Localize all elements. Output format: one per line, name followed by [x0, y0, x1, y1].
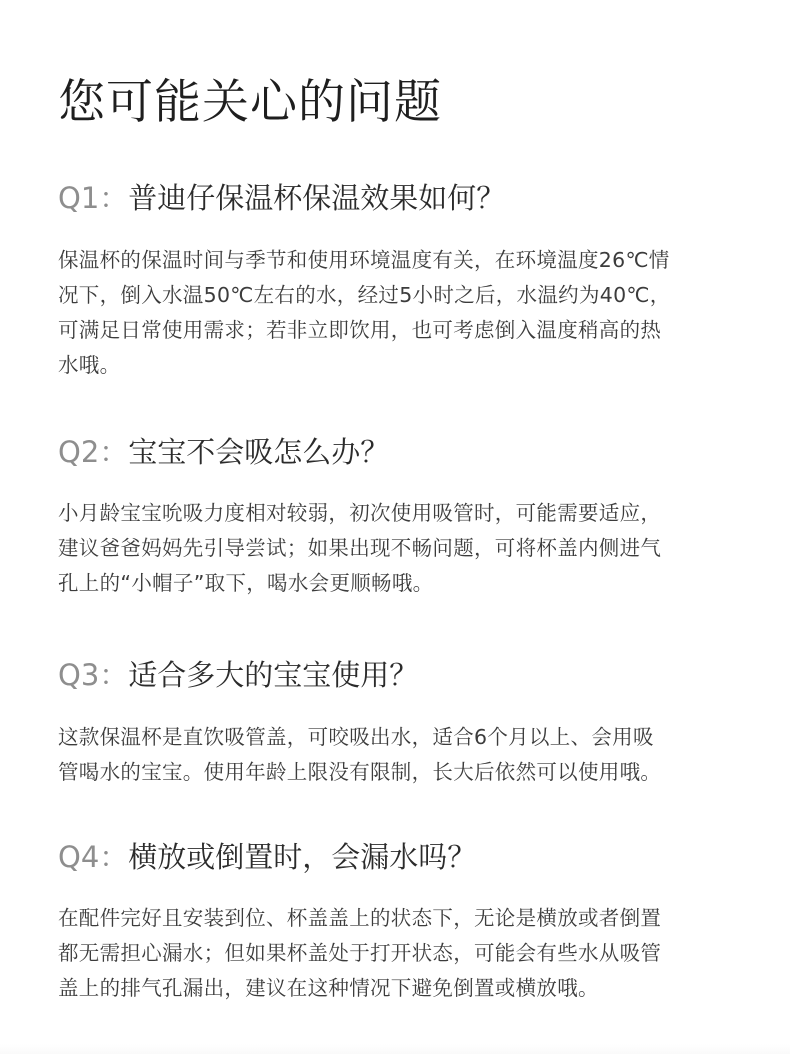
answer-line: 孔上的“小帽子”取下，喝水会更顺畅哦。	[58, 571, 434, 595]
page-title: 您可能关心的问题	[58, 75, 442, 130]
answer-line: 这款保温杯是直饮吸管盖，可咬吸出水，适合6个月以上、会用吸	[58, 725, 654, 749]
faq-answer-1	[58, 243, 738, 383]
faq-question-4	[58, 837, 476, 877]
answer-line: 保温杯的保温时间与季节和使用环境温度有关，在环境温度26℃情	[58, 248, 670, 272]
answer-line: 在配件完好且安装到位、杯盖盖上的状态下，无论是横放或者倒置	[58, 906, 662, 930]
question-label: Q4：	[58, 840, 129, 874]
answer-line: 都无需担心漏水；但如果杯盖处于打开状态，可能会有些水从吸管	[58, 941, 662, 965]
answer-line: 水哦。	[58, 353, 121, 377]
faq-answer-2	[58, 496, 738, 601]
answer-line: 盖上的排气孔漏出，建议在这种情况下避免倒置或横放哦。	[58, 976, 599, 1000]
faq-question-1	[58, 178, 505, 218]
faq-answer-4	[58, 901, 738, 1006]
answer-line: 管喝水的宝宝。使用年龄上限没有限制，长大后依然可以使用哦。	[58, 760, 662, 784]
question-text: 横放或倒置时，会漏水吗？	[128, 840, 477, 874]
question-label: Q1：	[58, 181, 129, 215]
faq-question-3	[58, 655, 418, 695]
faq-answer-3	[58, 720, 738, 790]
question-label: Q3：	[58, 658, 129, 692]
answer-line: 况下，倒入水温50℃左右的水，经过5小时之后，水温约为40℃，	[58, 283, 671, 307]
question-label: Q2：	[58, 435, 129, 469]
question-text: 适合多大的宝宝使用？	[128, 658, 419, 692]
answer-line: 小月龄宝宝吮吸力度相对较弱，初次使用吸管时，可能需要适应，	[58, 501, 662, 525]
answer-line: 可满足日常使用需求；若非立即饮用，也可考虑倒入温度稍高的热	[58, 318, 662, 342]
question-text: 宝宝不会吸怎么办？	[128, 435, 390, 469]
faq-question-2	[58, 432, 389, 472]
bottom-divider	[0, 1044, 790, 1054]
question-text: 普迪仔保温杯保温效果如何？	[128, 181, 506, 215]
answer-line: 建议爸爸妈妈先引导尝试；如果出现不畅问题，可将杯盖内侧进气	[58, 536, 662, 560]
